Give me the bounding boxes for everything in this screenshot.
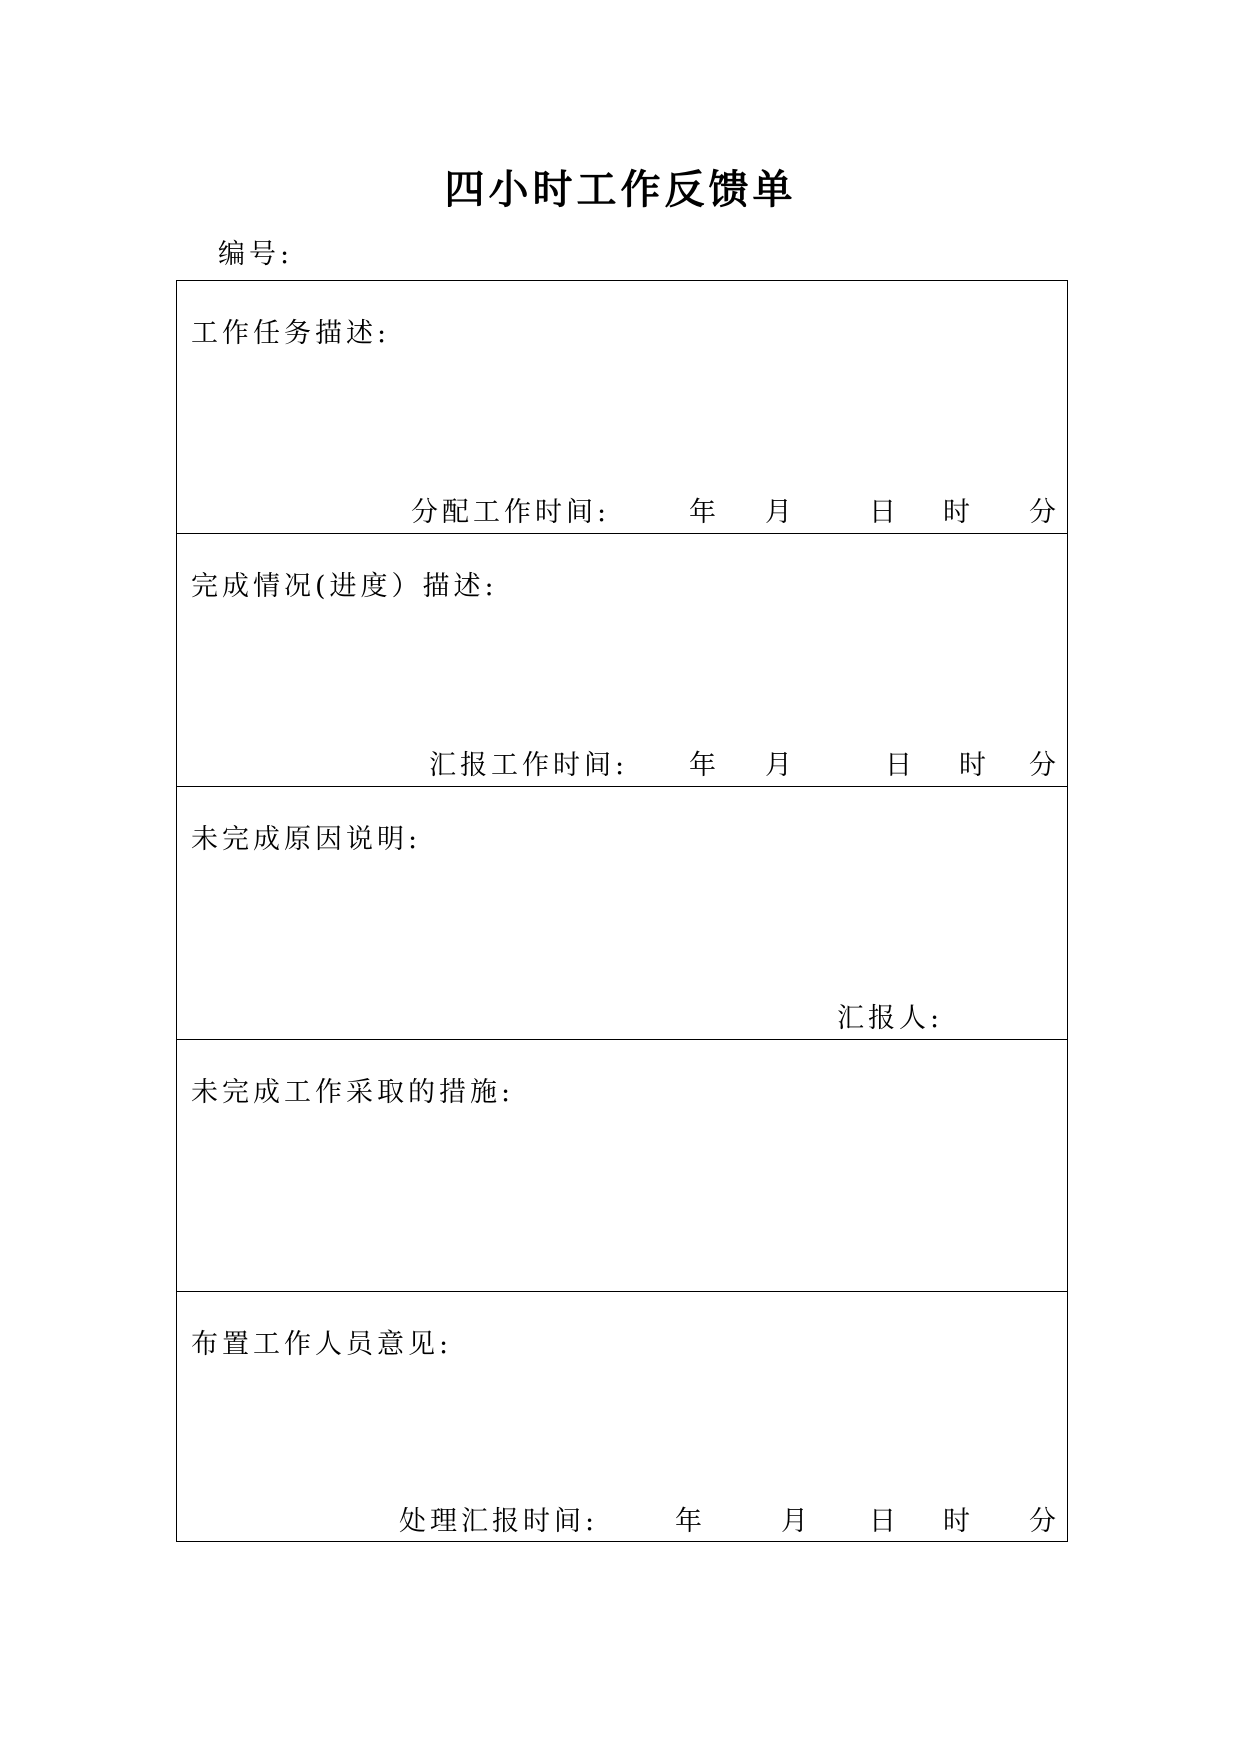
report-time-day: 日 xyxy=(885,750,912,781)
report-time-year: 年 xyxy=(689,750,716,781)
section-assigner-opinion[interactable] xyxy=(177,1291,1067,1542)
section-progress-description[interactable] xyxy=(177,533,1067,786)
task-description-label: 工作任务描述: xyxy=(191,318,391,349)
incomplete-reason-label: 未完成原因说明: xyxy=(191,824,422,855)
assign-time-hour: 时 xyxy=(943,497,970,528)
report-time-label: 汇报工作时间: xyxy=(429,750,629,781)
assign-time-day: 日 xyxy=(869,497,896,528)
serial-number-label: 编号: xyxy=(218,239,294,270)
remedial-measures-label: 未完成工作采取的措施: xyxy=(191,1077,515,1108)
assign-time-month: 月 xyxy=(765,497,792,528)
assign-time-year: 年 xyxy=(689,497,716,528)
assign-time-minute: 分 xyxy=(1029,497,1056,528)
handling-time-minute: 分 xyxy=(1029,1506,1056,1537)
assign-time-label: 分配工作时间: xyxy=(411,497,611,528)
section-remedial-measures[interactable] xyxy=(177,1039,1067,1291)
assigner-opinion-label: 布置工作人员意见: xyxy=(191,1329,453,1360)
form-title: 四小时工作反馈单 xyxy=(444,167,797,213)
reporter-label: 汇报人: xyxy=(837,1003,944,1034)
handling-time-hour: 时 xyxy=(943,1506,970,1537)
handling-time-year: 年 xyxy=(675,1506,702,1537)
handling-time-label: 处理汇报时间: xyxy=(399,1506,599,1537)
report-time-minute: 分 xyxy=(1029,750,1056,781)
section-task-description[interactable] xyxy=(177,281,1067,533)
section-incomplete-reason[interactable] xyxy=(177,786,1067,1039)
progress-description-label: 完成情况(进度）描述: xyxy=(191,571,498,602)
handling-time-day: 日 xyxy=(869,1506,896,1537)
report-time-hour: 时 xyxy=(959,750,986,781)
handling-time-month: 月 xyxy=(781,1506,808,1537)
report-time-month: 月 xyxy=(765,750,792,781)
feedback-form-table xyxy=(176,280,1068,1542)
